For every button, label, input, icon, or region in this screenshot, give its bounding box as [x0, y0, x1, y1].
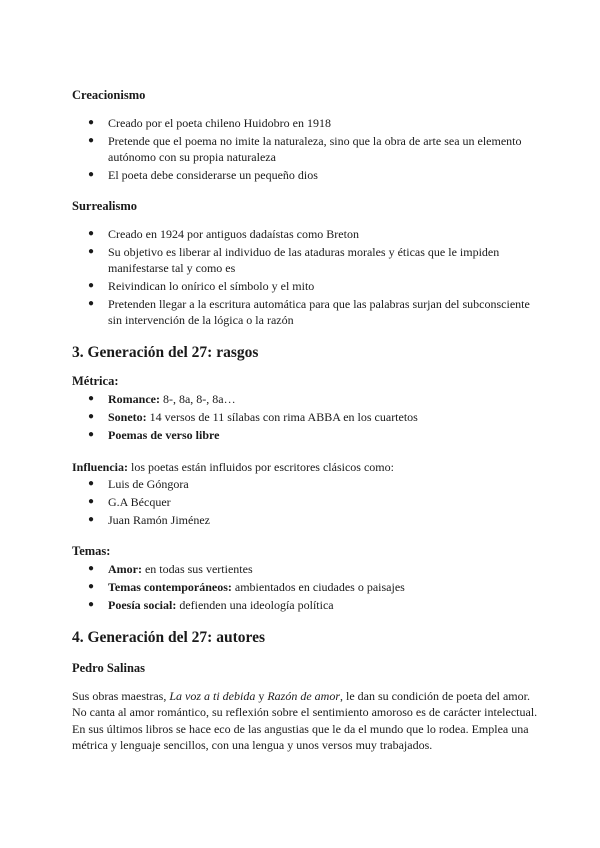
list-item: ● Pretenden llegar a la escritura automática para que las palabras surjan del subconsciente sin intervención de la lógica o la razón: [88, 297, 530, 327]
list-item: ● Romance: 8-, 8a, 8-, 8a…: [88, 392, 236, 406]
bullet-icon: ●: [88, 117, 95, 128]
bullet-icon: ●: [88, 246, 95, 257]
bullet-icon: ●: [88, 513, 95, 525]
list-item: ● G.A Bécquer: [88, 494, 171, 509]
bullet-icon: ●: [88, 411, 95, 422]
bullet-icon: ●: [88, 495, 95, 507]
list-item: ● Poemas de verso libre: [88, 428, 220, 442]
bullet-icon: ●: [88, 228, 95, 239]
work-title: La voz a ti debida: [169, 688, 256, 703]
list-item: ● Juan Ramón Jiménez: [88, 512, 210, 527]
list-item: ● El poeta debe considerarse un pequeño dios: [88, 168, 318, 182]
work-title: Razón de amor: [267, 688, 340, 703]
bullet-icon: ●: [88, 562, 95, 574]
temas-list: [72, 561, 540, 613]
temas-label: Temas:: [72, 543, 111, 558]
bullet-icon: ●: [88, 598, 95, 610]
author-paragraph-1: Sus obras maestras, La voz a ti debida y Razón de amor, le dan su condición de poeta del amor. No canta al amor romántico, su reflexión sobre el sentimiento amoroso es de carácter intelectual.: [72, 688, 538, 719]
list-item: ● Pretende que el poema no imite la naturaleza, sino que la obra de arte sea un elemento autónomo con su propia naturaleza: [88, 134, 522, 164]
bullet-icon: ●: [88, 477, 95, 489]
list-item: ● Amor: en todas sus vertientes: [88, 561, 253, 576]
bullet-icon: ●: [88, 580, 95, 592]
author-heading: Pedro Salinas: [72, 660, 146, 675]
bullet-icon: ●: [88, 393, 95, 404]
list-item: ● Creado en 1924 por antiguos dadaístas como Breton: [88, 227, 359, 241]
bullet-icon: ●: [88, 280, 95, 291]
bullet-icon: ●: [88, 135, 95, 146]
autores-heading: 4. Generación del 27: autores: [72, 628, 266, 646]
list-item: ● Su objetivo es liberar al individuo de las ataduras morales y éticas que le impiden manifestarse tal y como es: [88, 245, 500, 275]
rasgos-heading: 3. Generación del 27: rasgos: [72, 344, 259, 361]
surrealismo-list: [72, 226, 540, 328]
bullet-icon: ●: [88, 429, 95, 440]
creacionismo-list: [72, 115, 540, 183]
list-item: ● Creado por el poeta chileno Huidobro en 1918: [88, 116, 331, 130]
list-item: ● Reivindican lo onírico el símbolo y el mito: [88, 279, 315, 293]
list-item: ● Luis de Góngora: [88, 476, 189, 491]
list-item: ● Soneto: 14 versos de 11 sílabas con rima ABBA en los cuartetos: [88, 410, 418, 424]
metrica-label: Métrica:: [72, 374, 119, 388]
metrica-list: [72, 391, 540, 443]
list-item: ● Poesía social: defienden una ideología política: [88, 597, 334, 612]
creacionismo-heading: Creacionismo: [72, 88, 146, 102]
list-item: ● Temas contemporáneos: ambientados en ciudades o paisajes: [88, 579, 405, 594]
author-paragraph-2: En sus últimos libros se hace eco de las angustias que le da el mundo que lo rodea. Emplea una métrica y lenguaje sencillos, con una lengua y unos versos muy trabajados.: [72, 721, 529, 752]
influencia-list: [72, 476, 540, 528]
bullet-icon: ●: [88, 298, 95, 309]
bullet-icon: ●: [88, 169, 95, 180]
influencia-line: Influencia: los poetas están influidos por escritores clásicos como:: [72, 460, 394, 474]
surrealismo-heading: Surrealismo: [72, 199, 138, 213]
